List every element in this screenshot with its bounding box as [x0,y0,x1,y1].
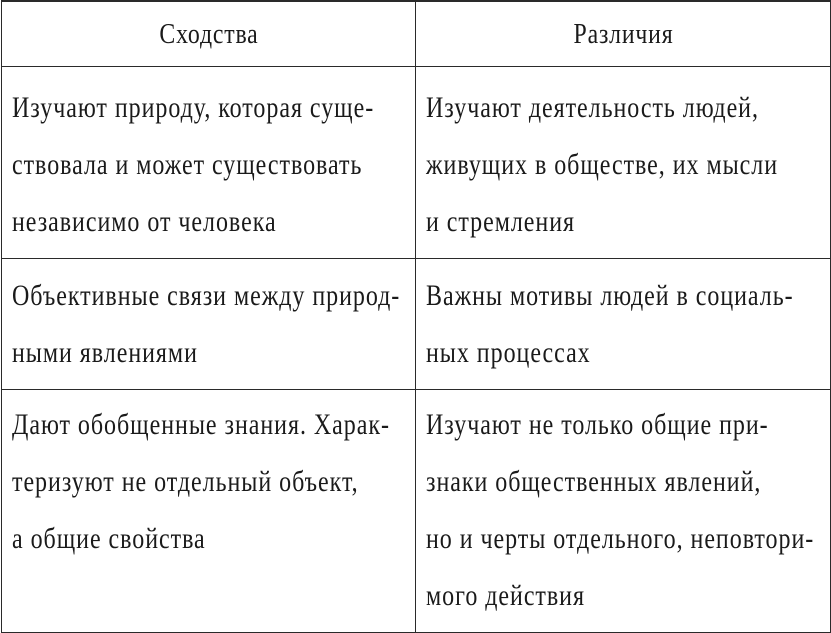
table-row [2,67,831,259]
cell-similarity [2,390,416,633]
cell-text-line: Изучают деятельность людей, [426,91,759,124]
cell-text-line: Изучают природу, которая суще- [12,91,375,124]
table-row [2,259,831,390]
header-similarities-label: Сходства [158,17,259,50]
cell-text-line: живущих в обществе, их мысли [426,148,779,181]
cell-difference [416,390,831,633]
header-row [2,1,831,67]
cell-text-line: знаки общественных явлений, [426,465,762,498]
cell-difference [416,259,831,390]
cell-text-line: Важны мотивы людей в социаль- [426,279,794,312]
cell-text-line: теризуют не отдельный объект, [12,465,359,498]
cell-text-line: ных процессах [426,336,591,369]
header-differences [453,1,793,67]
header-similarities [39,1,378,67]
header-differences-label: Различия [573,17,673,50]
cell-text-line: ными явлениями [12,336,198,369]
cell-text-line: но и черты отдельного, неповтори- [426,522,815,555]
cell-text-line: ствовала и может существовать [12,148,363,181]
comparison-table [1,0,831,633]
cell-text-line: и стремления [426,205,575,238]
cell-text-line: Изучают не только общие при- [426,408,769,441]
table-row [2,390,831,633]
cell-text-line: Объективные связи между природ- [12,279,401,312]
cell-similarity [2,259,416,390]
cell-text-line: мого действия [426,579,585,612]
cell-text-line: Дают обобщенные знания. Харак- [12,408,390,441]
cell-text-line: а общие свойства [12,522,206,555]
cell-difference [416,67,831,259]
cell-text-line: независимо от человека [12,205,277,238]
cell-similarity [2,67,416,259]
